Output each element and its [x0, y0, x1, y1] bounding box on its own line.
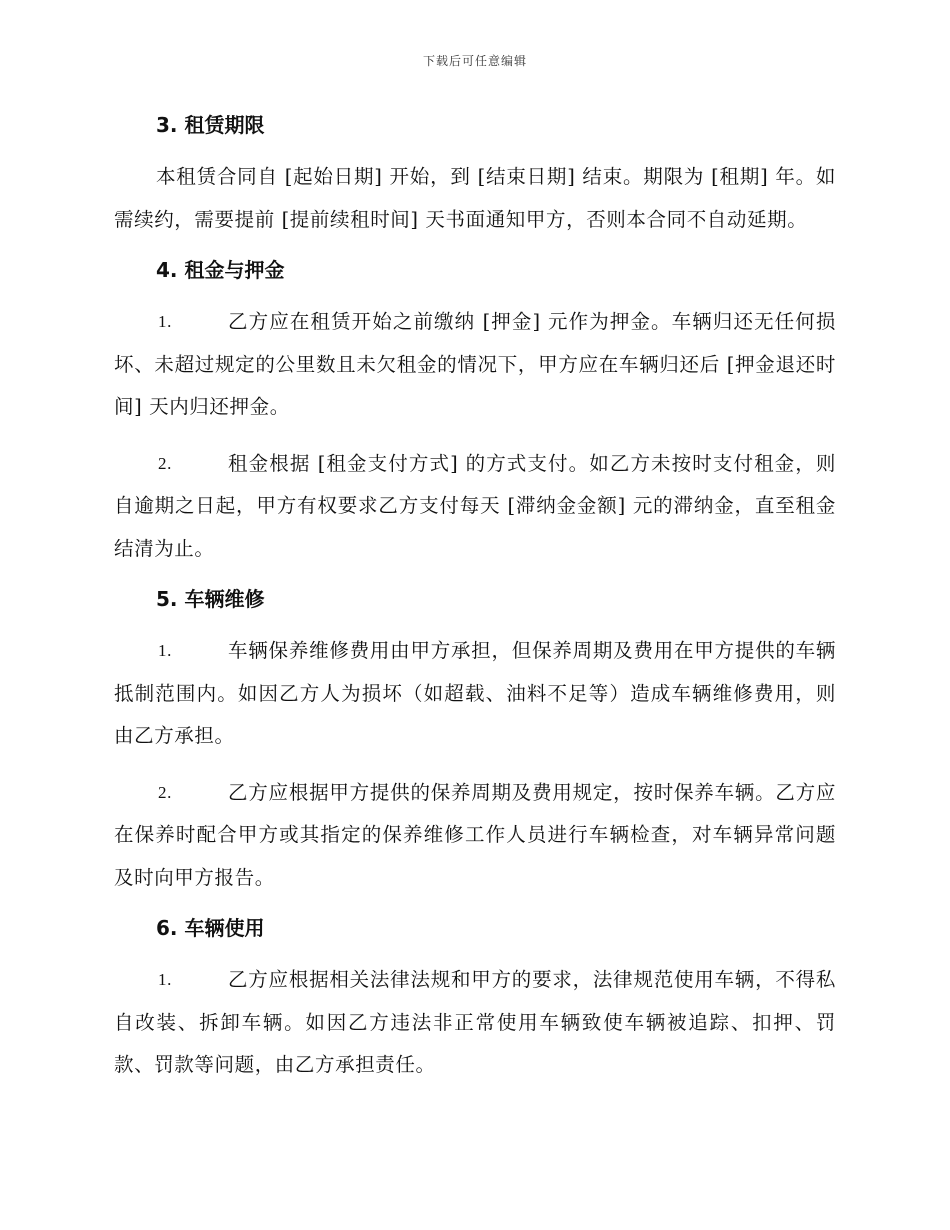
item-number: 1. [158, 312, 172, 331]
section-heading: 5. 车辆维修 [156, 587, 265, 611]
section-vehicle-use [114, 913, 836, 1087]
list-item [114, 772, 836, 900]
item-number: 2. [158, 453, 172, 473]
section-vehicle-maintenance [114, 584, 836, 899]
item-text: 车辆保养维修费用由甲方承担，但保养周期及费用在甲方提供的车辆抵制范围内。如因乙方人为损坏（如超载、油料不足等）造成车辆维修费用，则由乙方承担。 [114, 639, 836, 747]
section-heading: 4. 租金与押金 [156, 258, 285, 282]
section-heading: 6. 车辆使用 [156, 916, 265, 940]
item-text: 乙方应根据甲方提供的保养周期及费用规定，按时保养车辆。乙方应在保养时配合甲方或其指定的保养维修工作人员进行车辆检查，对车辆异常问题及时向甲方报告。 [114, 780, 836, 889]
item-text: 乙方应根据相关法律法规和甲方的要求，法律规范使用车辆，不得私自改装、拆卸车辆。如因乙方违法非正常使用车辆致使车辆被追踪、扣押、罚款、罚款等问题，由乙方承担责任。 [114, 968, 836, 1076]
list-item [114, 443, 836, 571]
item-number: 2. [158, 782, 172, 802]
section-lease-term [114, 110, 836, 241]
item-text: 乙方应在租赁开始之前缴纳 [押金] 元作为押金。车辆归还无任何损坏、未超过规定的公里数且未欠租金的情况下，甲方应在车辆归还后 [押金退还时间] 天内归还押金。 [114, 310, 836, 418]
section-heading: 3. 租赁期限 [156, 113, 265, 137]
page-header: 下载后可任意编辑 [422, 54, 527, 68]
list-item [114, 959, 836, 1087]
section-paragraph: 本租赁合同自 [起始日期] 开始，到 [结束日期] 结束。期限为 [租期] 年。如需续约，需要提前 [提前续租时间] 天书面通知甲方，否则本合同不自动延期。 [114, 165, 836, 231]
item-text: 租金根据 [租金支付方式] 的方式支付。如乙方未按时支付租金，则自逾期之日起，甲方有权要求乙方支付每天 [滞纳金金额] 元的滞纳金，直至租金结清为止。 [114, 451, 836, 560]
section-rent-deposit [114, 255, 836, 570]
item-number: 1. [158, 641, 172, 660]
list-item [114, 630, 836, 758]
item-number: 1. [158, 970, 172, 989]
list-item [114, 301, 836, 429]
document-body [114, 110, 836, 1101]
